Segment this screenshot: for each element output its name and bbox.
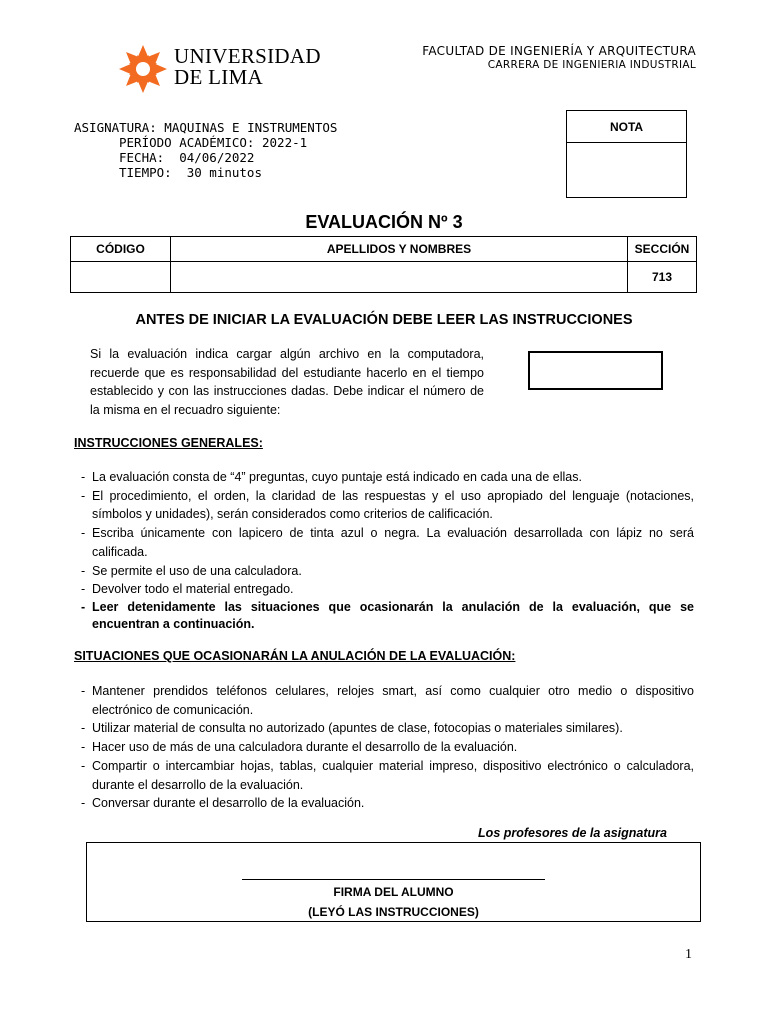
code-cell[interactable] (71, 262, 171, 293)
general-instructions-list (74, 468, 694, 633)
list-item: - Escriba únicamente con lapicero de tinta azul o negra. La evaluación desarrollada con lápiz no será calificada. (74, 524, 694, 561)
university-name-line-1: UNIVERSIDAD (174, 44, 321, 68)
university-name (174, 46, 321, 88)
course-subject: ASIGNATURA: MAQUINAS E INSTRUMENTOS (74, 120, 338, 135)
names-cell[interactable] (171, 262, 628, 293)
list-item: - La evaluación consta de “4” preguntas, cuyo puntaje está indicado en cada una de ellas. (74, 468, 694, 487)
course-time: TIEMPO: 30 minutos (119, 165, 262, 180)
upload-instructions: Si la evaluación indica cargar algún archivo en la computadora, recuerde que es responsabilidad del estudiante hacerlo en el tiempo establecido y con las instrucciones dadas. Debe indicar el número de la misma en el recuadro siguiente: (90, 347, 484, 418)
names-header: APELLIDOS Y NOMBRES (171, 237, 628, 262)
section-header: SECCIÓN (628, 237, 697, 262)
table-header-row (71, 237, 697, 262)
list-item: - Conversar durante el desarrollo de la evaluación. (74, 794, 694, 813)
annulment-list (74, 682, 694, 813)
signature-label: FIRMA DEL ALUMNO (333, 885, 454, 899)
faculty-header (422, 44, 696, 71)
file-number-box[interactable] (528, 351, 663, 390)
list-item: - Compartir o intercambiar hojas, tablas, cualquier material impreso, dispositivo electrónico o calculadora, durante el desarrollo de la evaluación. (74, 757, 694, 794)
general-instructions-heading: INSTRUCCIONES GENERALES: (74, 436, 263, 450)
list-item: - Leer detenidamente las situaciones que ocasionarán la anulación de la evaluación, que se encuentran a continuación. (74, 599, 694, 633)
list-item: - El procedimiento, el orden, la claridad de las respuestas y el uso apropiado del lenguaje (notaciones, símbolos y unidades), serán considerados como criterios de calificación. (74, 487, 694, 524)
annulment-heading: SITUACIONES QUE OCASIONARÁN LA ANULACIÓN DE LA EVALUACIÓN: (74, 649, 516, 663)
professors-signature: Los profesores de la asignatura (478, 826, 667, 840)
list-item: - Se permite el uso de una calculadora. (74, 562, 694, 581)
list-item: - Utilizar material de consulta no autorizado (apuntes de clase, fotocopias o materiales similares). (74, 719, 694, 738)
course-date: FECHA: 04/06/2022 (119, 150, 255, 165)
page-number: 1 (685, 947, 692, 962)
list-item: - Devolver todo el material entregado. (74, 580, 694, 599)
signature-sublabel: (LEYÓ LAS INSTRUCCIONES) (308, 905, 479, 919)
grade-box (566, 110, 687, 198)
career-name: CARRERA DE INGENIERIA INDUSTRIAL (487, 59, 696, 71)
list-item: - Mantener prendidos teléfonos celulares, relojes smart, así como cualquier otro medio o dispositivo electrónico de comunicación. (74, 682, 694, 719)
course-period: PERÍODO ACADÉMICO: 2022-1 (119, 135, 308, 150)
university-name-line-2: DE LIMA (174, 65, 264, 89)
code-header: CÓDIGO (71, 237, 171, 262)
universidad-de-lima-logo-icon (118, 44, 168, 94)
faculty-name: FACULTAD DE INGENIERÍA Y ARQUITECTURA (422, 44, 696, 58)
student-id-table (70, 236, 697, 293)
grade-label: NOTA (567, 111, 686, 143)
signature-line (242, 879, 545, 880)
table-row (71, 262, 697, 293)
list-item: - Hacer uso de más de una calculadora durante el desarrollo de la evaluación. (74, 738, 694, 757)
section-cell: 713 (628, 262, 697, 293)
course-info (74, 120, 337, 180)
instructions-warning: ANTES DE INICIAR LA EVALUACIÓN DEBE LEER LAS INSTRUCCIONES (135, 312, 633, 328)
page-title: EVALUACIÓN Nº 3 (305, 212, 463, 232)
